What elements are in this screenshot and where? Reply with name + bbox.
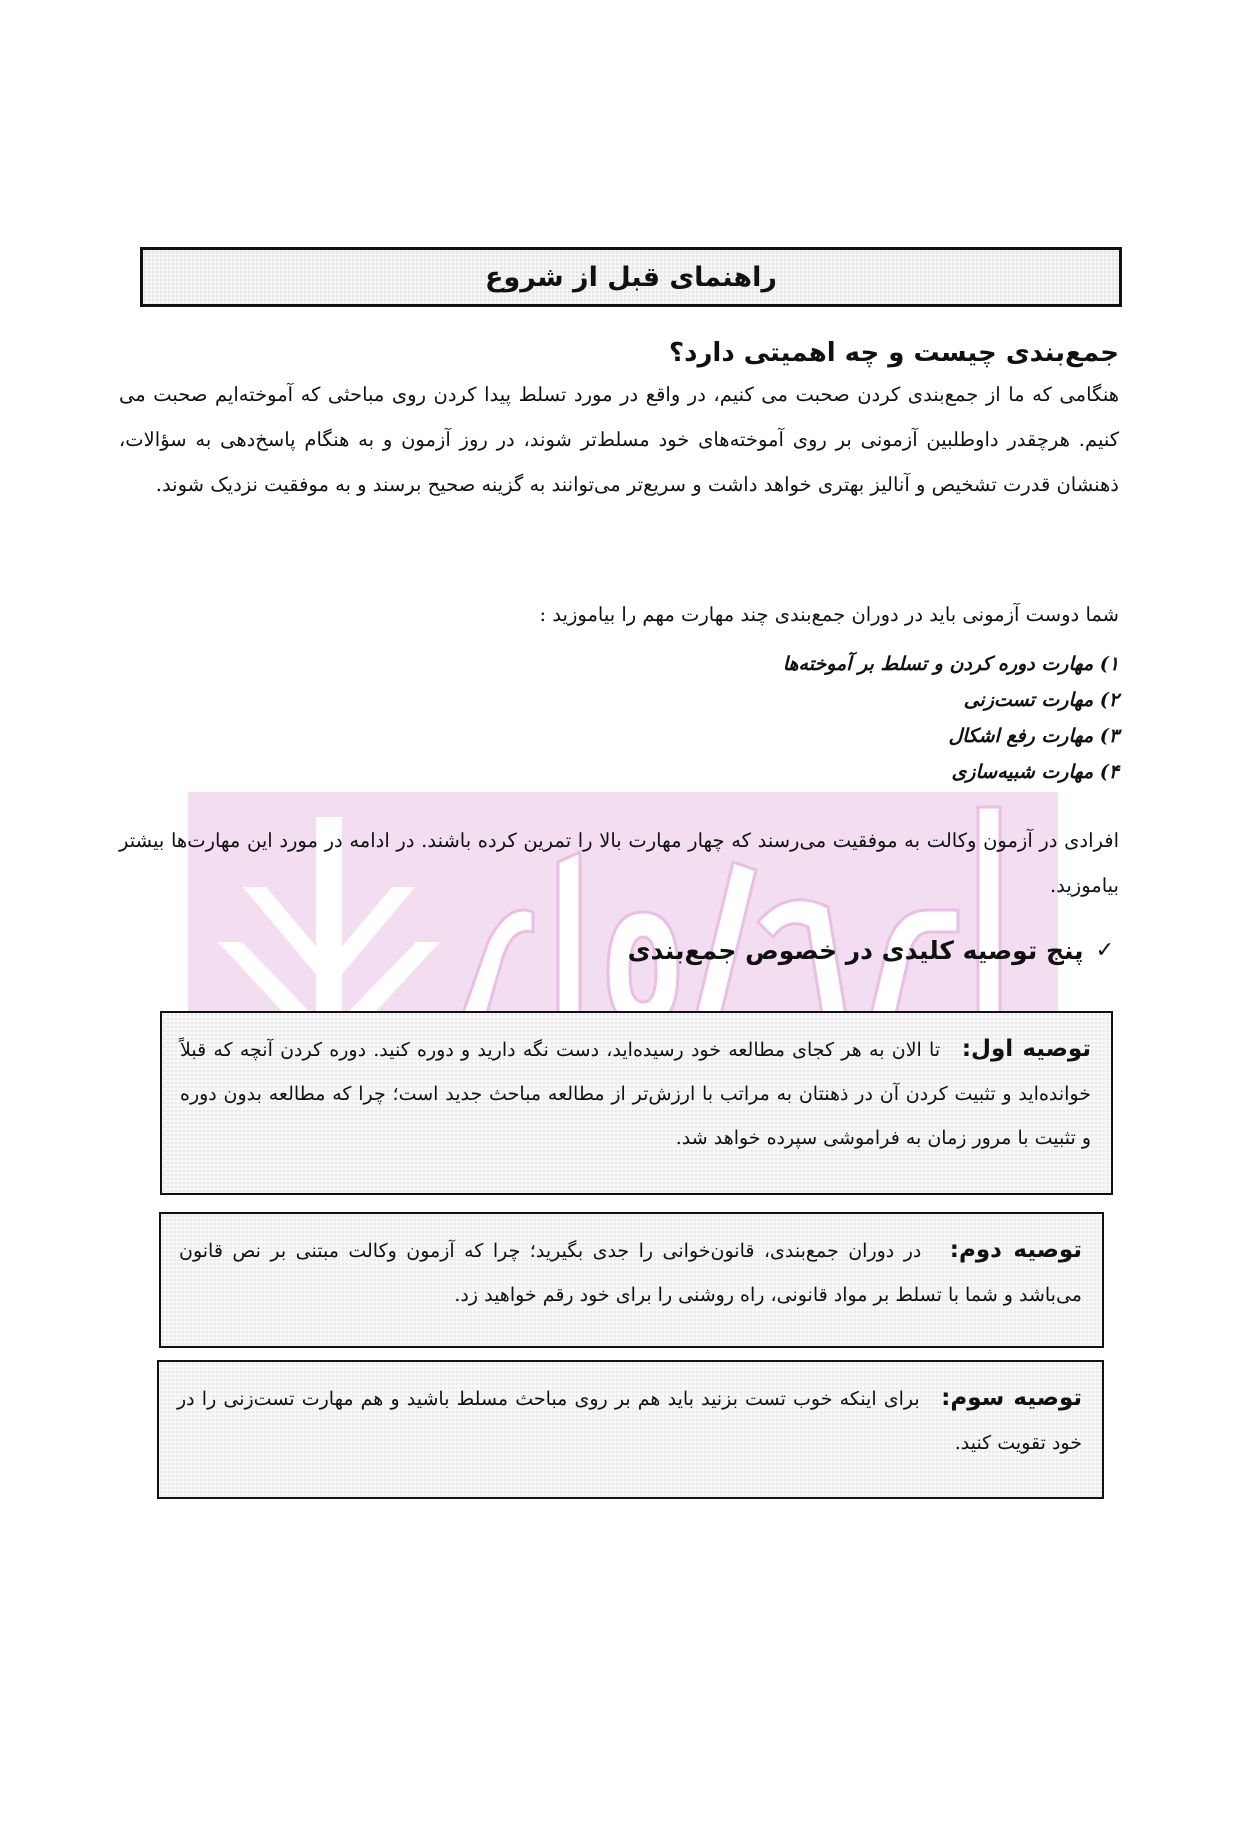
skill-item: ۱) مهارت دوره کردن و تسلط بر آموخته‌ها (782, 653, 1119, 675)
intro-paragraph: هنگامی که ما از جمع‌بندی کردن صحبت می کنیم، در واقع در مورد تسلط پیدا کردن روی مباحثی که آموخته‌ایم صحبت می کنیم. هرچقدر داوطلبین آزمونی بر روی آموخته‌های خود مسلط‌تر شوند، در روز آزمون و به هنگام پاسخ‌دهی به سؤالات، ذهنشان قدرت تشخیص و آنالیز بهتری خواهد داشت و سریع‌تر می‌توانند به گزینه صحیح برسند و به موفقیت نزدیک شوند. (119, 383, 1119, 496)
skills-list (783, 646, 1119, 790)
tip-box-second (159, 1212, 1104, 1348)
skill-item: ۴) مهارت شبیه‌سازی (951, 761, 1119, 783)
tip-text: برای اینکه خوب تست بزنید باید هم بر روی مباحث مسلط باشید و هم مهارت تست‌زنی را در خود تقویت کنید. (177, 1388, 1082, 1454)
section-heading-tips (628, 936, 1114, 965)
page-title-banner (140, 247, 1122, 307)
section-heading-summary: جمع‌بندی چیست و چه اهمیتی دارد؟ (669, 338, 1119, 368)
tip-text: تا الان به هر کجای مطالعه خود رسیده‌اید، دست نگه دارید و دوره کنید. دوره کردن آنچه که قبلاً خوانده‌اید و تثبیت کردن آن در ذهنتان به مراتب با ارزش‌تر از مطالعه مباحث جدید است؛ چرا که مطالعه بدون دوره و تثبیت با مرور زمان به فراموشی سپرده خواهد شد. (180, 1039, 1091, 1149)
skills-conclusion-paragraph: افرادی در آزمون وکالت به موفقیت می‌رسند که چهار مهارت بالا را تمرین کرده باشند. در ادامه در مورد این مهارت‌ها بیشتر بیاموزید. (119, 829, 1119, 897)
skill-item: ۲) مهارت تست‌زنی (963, 689, 1119, 711)
page-title: راهنمای قبل از شروع (485, 261, 777, 293)
tip-text: در دوران جمع‌بندی، قانون‌خوانی را جدی بگیرید؛ چرا که آزمون وکالت مبتنی بر نص قانون می‌باشد و شما با تسلط بر مواد قانونی، راه روشنی را برای خود رقم خواهید زد. (179, 1240, 1082, 1306)
skills-intro-paragraph: شما دوست آزمونی باید در دوران جمع‌بندی چند مهارت مهم را بیاموزید : (539, 603, 1119, 626)
tip-box-first (160, 1011, 1113, 1195)
tip-label: توصیه سوم: (941, 1385, 1082, 1411)
tips-heading-text: پنج توصیه کلیدی در خصوص جمع‌بندی (627, 936, 1084, 965)
tip-label: توصیه دوم: (949, 1237, 1082, 1263)
skill-item: ۳) مهارت رفع اشکال (948, 725, 1119, 747)
tip-box-third (157, 1360, 1104, 1499)
tip-label: توصیه اول: (961, 1036, 1091, 1062)
checkmark-icon: ✓ (1095, 938, 1114, 963)
